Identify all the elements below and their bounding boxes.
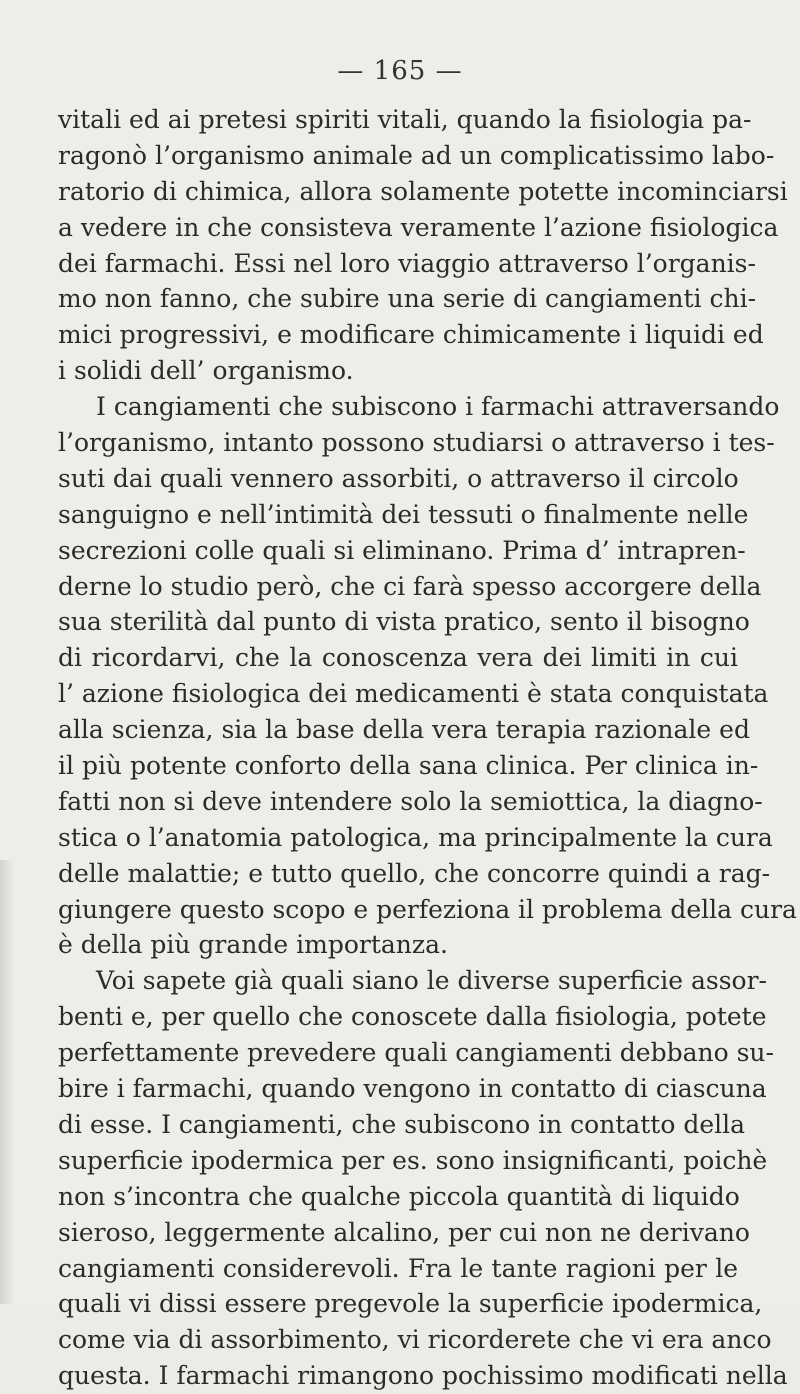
text-line: sanguigno e nell’intimità dei tessuti o finalmente nelle	[58, 499, 749, 529]
text-line: sua sterilità dal punto di vista pratico, sento il bisogno	[58, 607, 750, 637]
text-line: fatti non si deve intendere solo la semiottica, la diagno-	[58, 786, 763, 816]
text-line: di esse. I cangiamenti, che subiscono in contatto della	[58, 1109, 746, 1139]
text-line: dei farmachi. Essi nel loro viaggio attraverso l’organis-	[58, 248, 756, 278]
paragraph-start-line: I cangiamenti che subiscono i farmachi attraversando	[96, 392, 780, 422]
text-line: derne lo studio però, che ci farà spesso accorgere della	[58, 571, 762, 601]
text-line: vitali ed ai pretesi spiriti vitali, quando la fisiologia pa-	[58, 105, 752, 134]
page-edge-shadow	[0, 860, 14, 1304]
text-line: suti dai quali vennero assorbiti, o attraverso il circolo	[58, 463, 739, 493]
text-line: benti e, per quello che conoscete dalla fisiologia, potete	[58, 1002, 767, 1032]
text-line: giungere questo scopo e perfeziona il problema della cura	[58, 894, 797, 924]
text-line: di ricordarvi, che la conoscenza vera dei limiti in cui	[58, 643, 738, 673]
text-line: superficie ipodermica per es. sono insignificanti, poichè	[58, 1145, 768, 1175]
text-line: perfettamente prevedere quali cangiamenti debbano su-	[58, 1038, 774, 1068]
text-line: il più potente conforto della sana clinica. Per clinica in-	[58, 751, 759, 781]
page-number: — 165 —	[337, 56, 463, 86]
text-line: delle malattie; e tutto quello, che concorre quindi a rag-	[58, 858, 771, 888]
text-line: alla scienza, sia la base della vera terapia razionale ed	[58, 715, 750, 745]
text-line: cangiamenti considerevoli. Fra le tante ragioni per le	[58, 1253, 738, 1283]
text-line: secrezioni colle quali si eliminano. Prima d’ intrapren-	[58, 535, 746, 565]
text-line: quali vi dissi essere pregevole la superficie ipodermica,	[58, 1289, 763, 1319]
text-line: ragonò l’organismo animale ad un complicatissimo labo-	[58, 140, 775, 170]
text-line: come via di assorbimento, vi ricorderete che vi era anco	[58, 1325, 772, 1355]
text-line: sieroso, leggermente alcalino, per cui non ne derivano	[58, 1217, 750, 1247]
text-line: l’organismo, intanto possono studiarsi o attraverso i tes-	[58, 428, 775, 458]
text-line: stica o l’anatomia patologica, ma principalmente la cura	[58, 822, 773, 852]
paragraph-end-line: è della più grande importanza.	[58, 930, 448, 960]
text-line: a vedere in che consisteva veramente l’azione fisiologica	[58, 212, 779, 242]
paragraph-end-line: i solidi dell’ organismo.	[58, 356, 354, 386]
text-line: mo non fanno, che subire una serie di cangiamenti chi-	[58, 284, 757, 314]
text-line: l’ azione fisiologica dei medicamenti è stata conquistata	[58, 679, 769, 709]
body-text	[58, 102, 797, 1394]
text-line: non s’incontra che qualche piccola quantità di liquido	[58, 1181, 740, 1211]
text-line: ratorio di chimica, allora solamente potette incominciarsi	[58, 176, 788, 206]
text-line: bire i farmachi, quando vengono in contatto di ciascuna	[58, 1074, 767, 1104]
text-line: mici progressivi, e modificare chimicamente i liquidi ed	[58, 320, 764, 350]
paragraph-start-line: Voi sapete già quali siano le diverse superficie assor-	[96, 966, 767, 996]
text-line: questa. I farmachi rimangono pochissimo modificati nella	[58, 1361, 788, 1391]
